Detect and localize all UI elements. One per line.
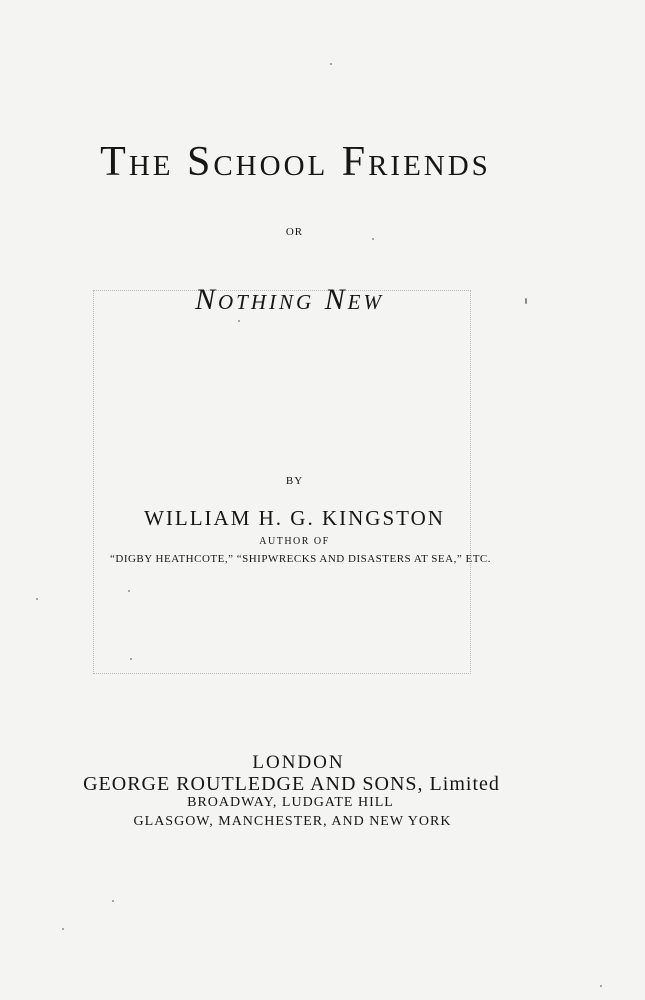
print-speck: [238, 320, 240, 322]
title-conjunction: OR: [285, 226, 304, 238]
print-speck: [112, 900, 114, 902]
print-speck: [525, 298, 527, 304]
byline-prefix: BY: [285, 475, 304, 487]
author-of-label: AUTHOR OF: [259, 536, 330, 547]
print-speck: [600, 985, 602, 987]
imprint-address-line-2: GLASGOW, MANCHESTER, AND NEW YORK: [133, 814, 452, 829]
print-speck: [128, 590, 130, 592]
author-name: WILLIAM H. G. KINGSTON: [144, 506, 445, 530]
imprint-address-line-1: BROADWAY, LUDGATE HILL: [187, 795, 394, 810]
book-title: The School Friends: [100, 139, 491, 185]
previous-works: “DIGBY HEATHCOTE,” “SHIPWRECKS AND DISASTERS AT SEA,” ETC.: [110, 553, 491, 565]
print-speck: [130, 658, 132, 660]
print-speck: [36, 598, 38, 600]
print-speck: [62, 928, 64, 930]
imprint-city: LONDON: [252, 752, 345, 773]
imprint-publisher: GEORGE ROUTLEDGE AND SONS, Limited: [83, 773, 500, 795]
print-speck: [330, 63, 332, 65]
print-speck: [372, 238, 374, 240]
book-subtitle: Nothing New: [194, 283, 385, 316]
